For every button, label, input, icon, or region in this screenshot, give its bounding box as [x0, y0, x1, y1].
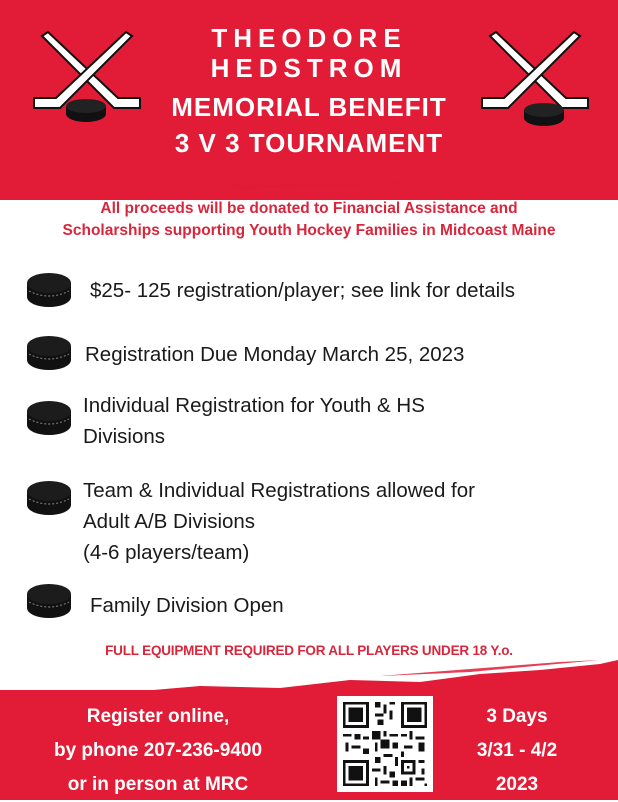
item-text-line: Individual Registration for Youth & HS — [83, 394, 425, 417]
equipment-notice: FULL EQUIPMENT REQUIRED FOR ALL PLAYERS UNDER 18 Y.o. — [105, 643, 513, 658]
item-text-line: Team & Individual Registrations allowed for — [83, 479, 475, 502]
item-text-line: Family Division Open — [90, 594, 284, 617]
event-title-line1: MEMORIAL BENEFIT — [171, 92, 447, 122]
hockey-puck-icon — [25, 271, 73, 309]
proceeds-statement — [0, 198, 618, 242]
item-text-line: Divisions — [83, 425, 166, 448]
crossed-hockey-sticks-icon — [470, 28, 600, 128]
event-dates — [447, 700, 587, 802]
crossed-hockey-sticks-icon — [22, 28, 152, 128]
dates-line: 2023 — [495, 774, 539, 795]
honoree-last-name: HEDSTROM — [210, 53, 408, 83]
item-text-line: (4-6 players/team) — [83, 541, 250, 564]
registration-line: or in person at MRC — [67, 774, 249, 795]
hockey-puck-icon — [25, 399, 73, 437]
dates-line: 3 Days — [486, 706, 548, 727]
event-title-line2: 3 V 3 TOURNAMENT — [174, 128, 444, 158]
registration-line: Register online, — [86, 706, 230, 727]
proceeds-line2: Scholarships supporting Youth Hockey Families in Midcoast Maine — [62, 222, 556, 239]
item-text-line: Registration Due Monday March 25, 2023 — [85, 343, 465, 366]
dates-line: 3/31 - 4/2 — [476, 740, 558, 761]
registration-line: by phone 207-236-9400 — [53, 740, 263, 761]
registration-info — [8, 700, 308, 802]
item-text-line: Adult A/B Divisions — [83, 510, 256, 533]
hockey-puck-icon — [25, 334, 73, 372]
honoree-first-name: THEODORE — [211, 23, 407, 53]
hockey-puck-icon — [25, 479, 73, 517]
hockey-puck-icon — [25, 582, 73, 620]
proceeds-line1: All proceeds will be donated to Financial Assistance and — [100, 200, 518, 217]
qr-code[interactable] — [337, 696, 433, 792]
item-text-line: $25- 125 registration/player; see link for details — [90, 279, 516, 302]
